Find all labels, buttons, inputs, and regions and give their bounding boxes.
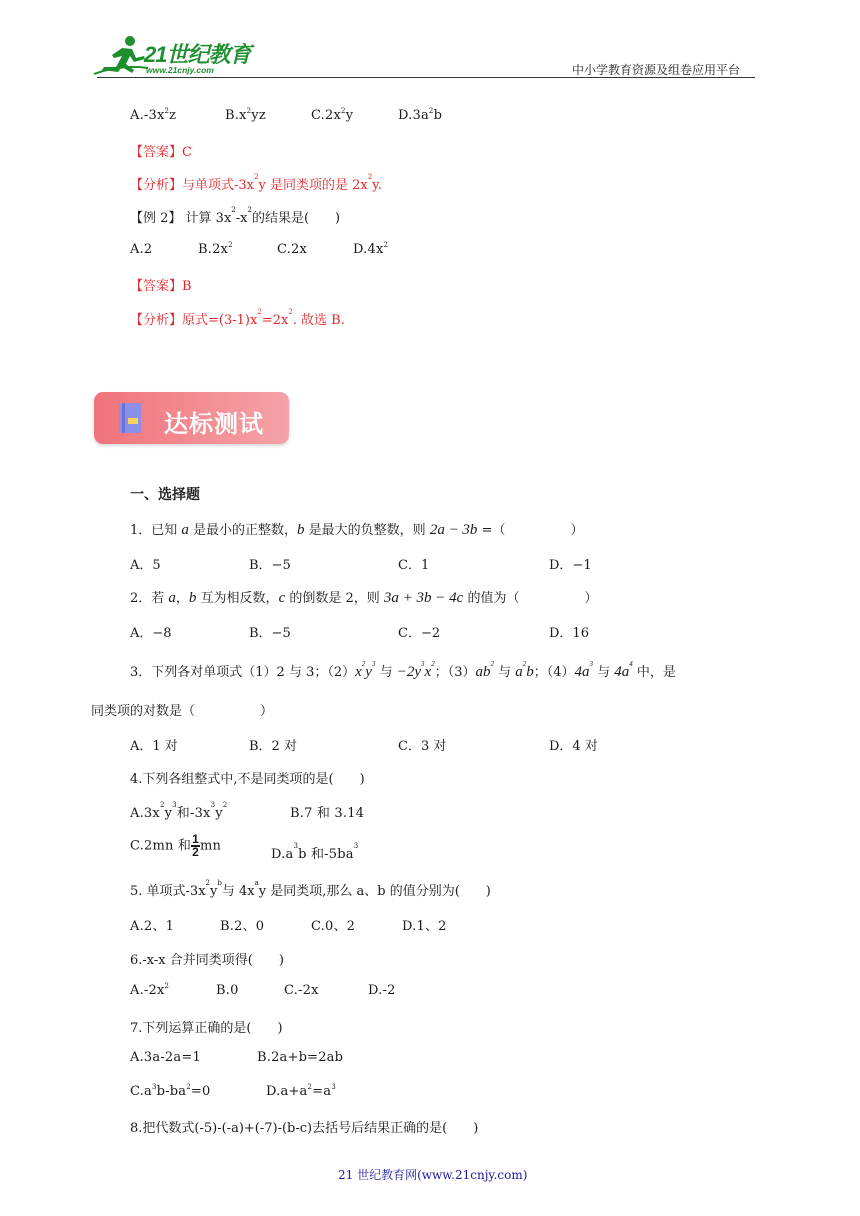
answer-label: 【答案】 <box>130 279 183 294</box>
option-a: A.3a-2a=1 <box>130 1050 201 1065</box>
question-3-cont: 同类项的对数是（ ） <box>91 704 274 719</box>
option-c: $C.2x^2y$ <box>311 107 354 123</box>
footer-link[interactable]: 21 世纪教育网(www.21cnjy.com) <box>338 1168 528 1182</box>
option-c: $C.a^3b-ba^2=0$ <box>130 1083 211 1099</box>
option-d: D．16 <box>549 626 589 641</box>
option-d: $D.4x^2$ <box>353 241 389 257</box>
option-a: A．1 对 <box>130 739 178 754</box>
runner-logo-icon <box>92 34 150 76</box>
option-c: C．−2 <box>398 626 441 641</box>
option-b: B．2 对 <box>249 739 297 754</box>
option-b: B.7 和 3.14 <box>290 806 365 821</box>
question-3: 3．下列各对单项式（1）2 与 3；$(2)x^2y^3$ 与 $-2y^3x^2$；$(3)ab^2$ 与 $a^2b$；$(4)4a^3$ 与 $4a^4$ 中，是 <box>130 660 676 680</box>
option-b: $B.2x^2$ <box>198 241 233 257</box>
option-d: D．−1 <box>549 558 592 573</box>
option-a: A.2、1 <box>130 919 175 934</box>
option-b: B.2、0 <box>220 919 265 934</box>
platform-name: 中小学教育资源及组卷应用平台 <box>572 63 741 77</box>
option-a: $A.-3x^2z$ <box>130 107 177 123</box>
section-title: 一、选择题 <box>130 486 200 502</box>
logo-url: www.21cnjy.com <box>146 65 214 75</box>
option-d: D.1、2 <box>402 919 447 934</box>
example-2-label: 【例 2】 <box>130 211 182 226</box>
question-4: 4.下列各组整式中,不是同类项的是( ) <box>130 772 365 787</box>
option-b: B.2a+b=2ab <box>257 1050 344 1065</box>
analysis-text: 原式$=(3-1)x^2=2x^2$. 故选 B. <box>182 308 345 328</box>
option-b: B.0 <box>216 983 239 998</box>
analysis-label: 【分析】 <box>130 313 183 328</box>
banner-title: 达标测试 <box>164 411 264 438</box>
option-a: $A.-2x^2$ <box>130 982 170 998</box>
example-2-analysis <box>130 309 345 328</box>
book-icon <box>118 402 142 434</box>
option-d: D.-2 <box>368 983 396 998</box>
section-banner <box>94 392 289 444</box>
question-7: 7.下列运算正确的是( ) <box>130 1021 283 1036</box>
option-d: $D.3a^2b$ <box>398 107 443 123</box>
analysis-text: 与单项式$-3x^2y$ 是同类项的是 $2x^2y$. <box>182 173 382 193</box>
option-a: A.2 <box>130 242 153 257</box>
option-c: C．3 对 <box>398 739 447 754</box>
question-6: 6.-x-x 合并同类项得( ) <box>130 953 284 968</box>
example-1-analysis <box>130 174 382 193</box>
logo-text: 21世纪教育 <box>144 42 251 67</box>
option-c: C.-2x <box>284 983 319 998</box>
example-2-text: 计算 $3x^2-x^2$的结果是( ) <box>185 206 341 226</box>
example-2-answer <box>130 275 192 294</box>
example-1-answer <box>130 141 192 160</box>
answer-value: C <box>182 145 192 160</box>
example-2-question <box>130 207 340 226</box>
question-5: 5. 单项式$-3x^2y^b$与 $4x^ay$ 是同类项,那么 a、b 的值分别为( ) <box>130 879 491 899</box>
option-d: $D.a^3b$ 和$-5ba^3$ <box>271 842 359 862</box>
option-a: A．−8 <box>130 626 172 641</box>
option-a: A．5 <box>130 558 161 573</box>
question-2: 2．若 a，b 互为相反数，c 的倒数是 2，则 3a + 3b − 4c 的值为（ ） <box>130 590 598 606</box>
answer-label: 【答案】 <box>130 145 183 160</box>
question-1: 1．已知 a 是最小的正整数，b 是最大的负整数，则 2a − 3b =（ ） <box>130 522 584 538</box>
answer-value: B <box>182 279 192 294</box>
option-b: B．−5 <box>249 558 291 573</box>
option-b: B．−5 <box>249 626 291 641</box>
option-d: $D.a+a^2=a^3$ <box>266 1083 336 1099</box>
option-b: $B.x^2yz$ <box>225 107 266 123</box>
question-8: 8.把代数式(-5)-(-a)+(-7)-(b-c)去括号后结果正确的是( ) <box>130 1121 479 1136</box>
option-c: C．1 <box>398 558 430 573</box>
header-rule <box>97 77 755 78</box>
option-c: C.2mn 和 $\frac{1}{2}$ mn <box>130 832 222 859</box>
option-a: $A.3x^2y^3$和$-3x^3y^2$ <box>130 801 228 821</box>
option-c: C.2x <box>277 242 308 257</box>
option-c: C.0、2 <box>311 919 356 934</box>
option-d: D．4 对 <box>549 739 598 754</box>
analysis-label: 【分析】 <box>130 178 183 193</box>
logo[interactable] <box>92 34 262 80</box>
